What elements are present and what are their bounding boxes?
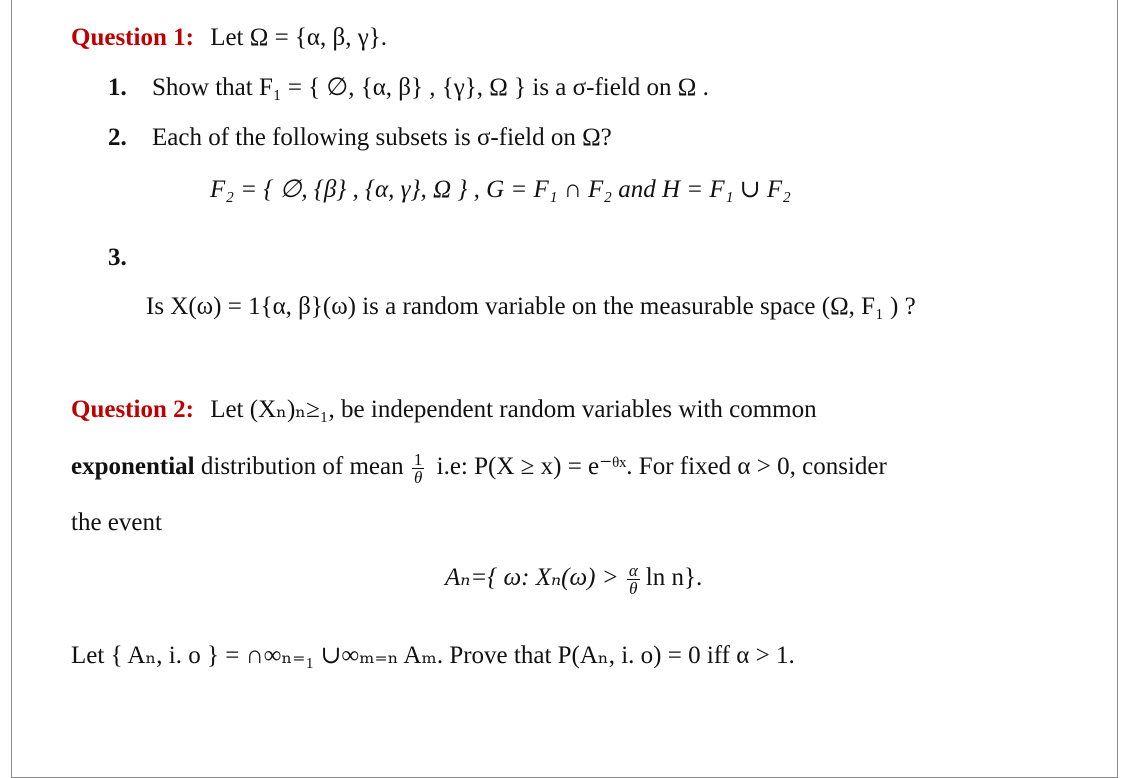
question-2-label: Question 2: <box>71 396 194 423</box>
question-1-intro: Let Ω = {α, β, γ}. <box>210 24 388 51</box>
question-1-display-formula <box>210 174 791 206</box>
item-text: Each of the following subsets is σ-field on Ω? <box>152 124 612 151</box>
question-2-line-3 <box>71 507 162 539</box>
question-1-label: Question 1: <box>71 24 194 51</box>
question-1-header <box>71 22 387 54</box>
line-3-text: the event <box>71 509 162 536</box>
item-text: Show that F₁ = { ∅, {α, β} , {γ}, Ω } is a σ-field on Ω . <box>152 74 709 101</box>
fraction-numerator: 1 <box>413 450 423 469</box>
display-formula-text: F₂ = { ∅, {β} , {α, γ}, Ω } , G = F₁ ∩ F₂ and H = F₁ ∪ F₂ <box>210 176 791 203</box>
line-2-rest: distribution of mean <box>194 453 404 481</box>
question-1-item-3-text <box>146 291 916 323</box>
item-number: 2. <box>108 124 127 151</box>
question-2-line-1-text: Let (Xₙ)ₙ≥₁, be independent random variables with common <box>210 396 817 423</box>
event-fraction <box>627 562 640 597</box>
item-number: 1. <box>108 74 127 101</box>
question-2-last-line <box>71 640 795 672</box>
question-2-line-1 <box>71 394 817 426</box>
question-1-item-2 <box>108 122 612 154</box>
event-lhs: Aₙ={ ω: Xₙ(ω) > <box>445 564 619 592</box>
item-3-text: Is X(ω) = 1{α, β}(ω) is a random variable on the measurable space (Ω, F₁ ) ? <box>146 293 916 320</box>
fraction-denominator: θ <box>413 468 423 487</box>
mean-fraction <box>412 451 425 486</box>
bold-word: exponential <box>71 453 195 481</box>
question-2-line-2 <box>71 451 887 486</box>
question-1-item-1 <box>108 72 709 104</box>
fraction-denominator: θ <box>629 579 638 598</box>
last-line-text: Let { Aₙ, i. o } = ∩∞ₙ₌₁ ∪∞ₘ₌ₙ Aₘ. Prove that P(Aₙ, i. o) = 0 iff α > 1. <box>71 642 795 669</box>
event-rhs: ln n}. <box>645 564 703 592</box>
fraction-numerator: α <box>628 561 638 580</box>
question-2-event <box>445 562 702 597</box>
item-number: 3. <box>108 244 127 271</box>
line-2-tail: i.e: P(X ≥ x) = e⁻ᶿˣ. For fixed α > 0, consider <box>436 453 887 481</box>
question-1-item-3 <box>108 242 152 274</box>
